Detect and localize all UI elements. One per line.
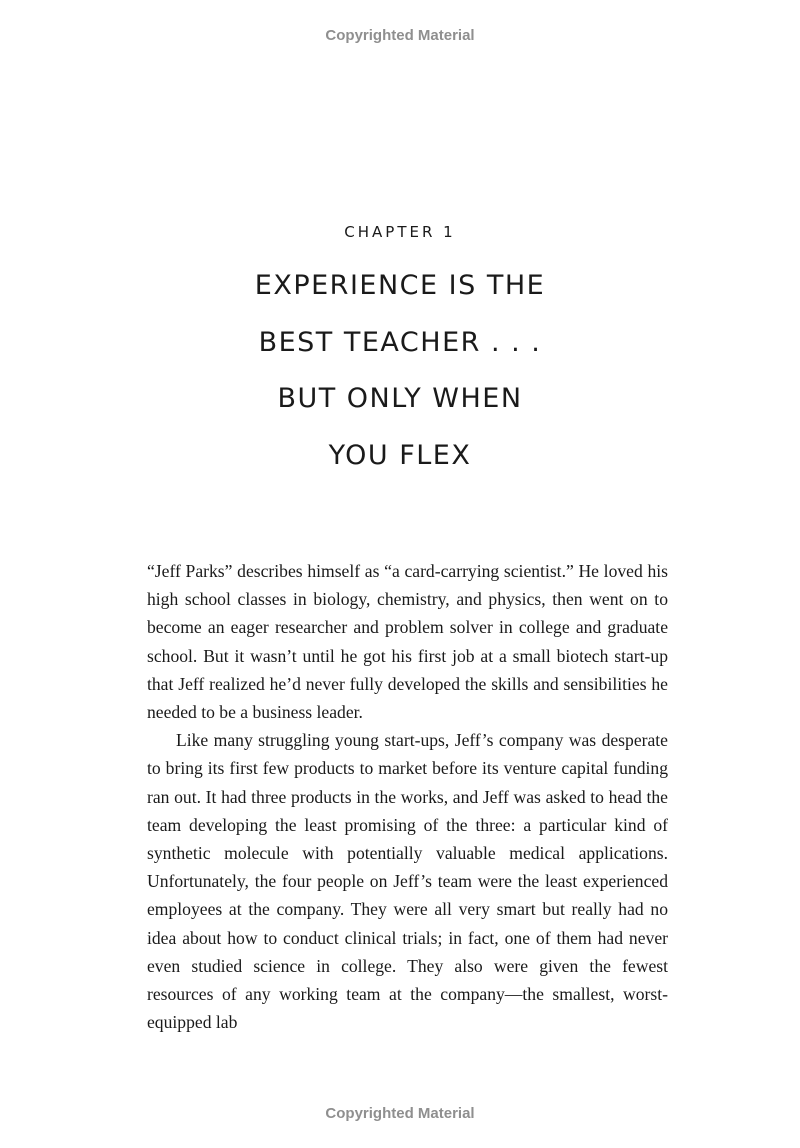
- body-text: [147, 557, 668, 1036]
- paragraph-company: Like many struggling young start-ups, Jeff’s company was desperate to bring its first few products to market before its venture capital funding ran out. It had three products in the works, and Jeff was asked to head the team developing the least promising of the three: a particular kind of synthetic molecule with potentially valuable medical applications. Unfortunately, the four people on Jeff’s team were the least experienced employees at the company. They were all very smart but really had no idea about how to conduct clinical trials; in fact, one of them had never even studied science in college. They also were given the fewest resources of any working team at the company—the smallest, worst-equipped lab: [147, 730, 668, 1033]
- paragraph-opening: “Jeff Parks” describes himself as “a card-carrying scientist.” He loved his high school classes in biology, chemistry, and physics, then went on to become an eager researcher and problem solver in college and graduate school. But it wasn’t until he got his first job at a small biotech start-up that Jeff realized he’d never fully developed the skills and sensibilities he needed to be a business leader.: [147, 561, 668, 723]
- chapter-label: CHAPTER 1: [344, 223, 456, 241]
- chapter-title-line: BEST TEACHER . . .: [258, 326, 542, 358]
- chapter-title-line: EXPERIENCE IS THE: [254, 270, 546, 301]
- copyright-watermark-bottom: Copyrighted Material: [325, 1105, 475, 1122]
- chapter-title: [0, 258, 800, 484]
- chapter-title-line: BUT ONLY WHEN: [277, 383, 523, 414]
- chapter-title-line: YOU FLEX: [328, 439, 472, 471]
- copyright-watermark-top: Copyrighted Material: [325, 27, 475, 44]
